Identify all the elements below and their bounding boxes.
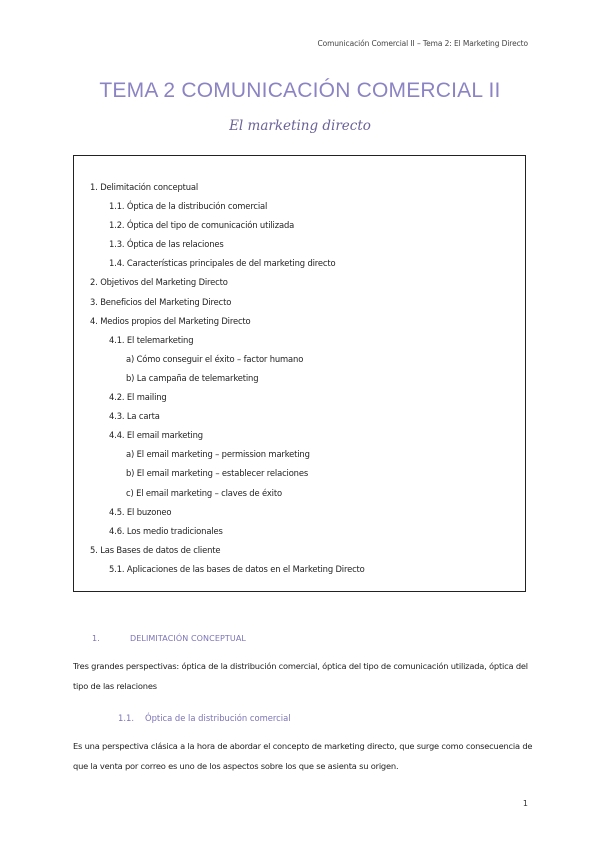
- document-subtitle: El marketing directo: [229, 118, 371, 134]
- document-title: TEMA 2 COMUNICACIÓN COMERCIAL II: [99, 79, 501, 102]
- toc-item[interactable]: 4.5. El buzoneo: [109, 506, 172, 517]
- toc-item[interactable]: 4.4. El email marketing: [109, 430, 203, 441]
- toc-item[interactable]: b) La campaña de telemarketing: [126, 372, 259, 383]
- subsection-number: 1.1.: [118, 713, 134, 723]
- toc-item[interactable]: 2. Objetivos del Marketing Directo: [90, 277, 228, 288]
- toc-item[interactable]: 4.6. Los medio tradicionales: [109, 525, 223, 536]
- running-header: Comunicación Comercial II – Tema 2: El Marketing Directo: [317, 39, 528, 48]
- toc-item[interactable]: 1.3. Óptica de las relaciones: [109, 239, 224, 250]
- subsection-heading: [118, 713, 291, 723]
- section-number: 1.: [92, 634, 100, 643]
- subsection-paragraph: Es una perspectiva clásica a la hora de abordar el concepto de marketing directo, que surge como consecuencia de que la venta por correo es uno de los aspectos sobre los que se asienta su origen.: [73, 741, 533, 771]
- toc-item[interactable]: 4.3. La carta: [109, 411, 160, 422]
- toc-item[interactable]: 4. Medios propios del Marketing Directo: [90, 315, 251, 326]
- toc-item[interactable]: 5. Las Bases de datos de cliente: [90, 544, 221, 555]
- toc-item[interactable]: 4.2. El mailing: [109, 392, 167, 403]
- section-heading: [92, 634, 246, 643]
- toc-item[interactable]: 1.4. Características principales de del marketing directo: [109, 258, 336, 269]
- toc-item[interactable]: 1.2. Óptica del tipo de comunicación utilizada: [109, 220, 295, 231]
- table-of-contents: [73, 155, 526, 592]
- section-paragraph: Tres grandes perspectivas: óptica de la distribución comercial, óptica del tipo de comunicación utilizada, óptica del tipo de las relaciones: [73, 661, 528, 691]
- toc-list: [74, 178, 525, 579]
- section-title: DELIMITACIÓN CONCEPTUAL: [130, 634, 246, 643]
- toc-item[interactable]: a) Cómo conseguir el éxito – factor humano: [126, 353, 304, 364]
- toc-item[interactable]: a) El email marketing – permission marketing: [126, 449, 310, 460]
- toc-item[interactable]: 1.1. Óptica de la distribución comercial: [109, 201, 268, 212]
- toc-item[interactable]: c) El email marketing – claves de éxito: [126, 487, 282, 498]
- toc-item[interactable]: 4.1. El telemarketing: [109, 334, 194, 345]
- toc-item[interactable]: 1. Delimitación conceptual: [90, 182, 199, 192]
- toc-item[interactable]: 3. Beneficios del Marketing Directo: [90, 296, 232, 307]
- subsection-title: Óptica de la distribución comercial: [145, 713, 291, 723]
- page-number: 1: [522, 799, 528, 808]
- toc-item[interactable]: 5.1. Aplicaciones de las bases de datos en el Marketing Directo: [109, 563, 365, 574]
- toc-item[interactable]: b) El email marketing – establecer relaciones: [126, 468, 309, 479]
